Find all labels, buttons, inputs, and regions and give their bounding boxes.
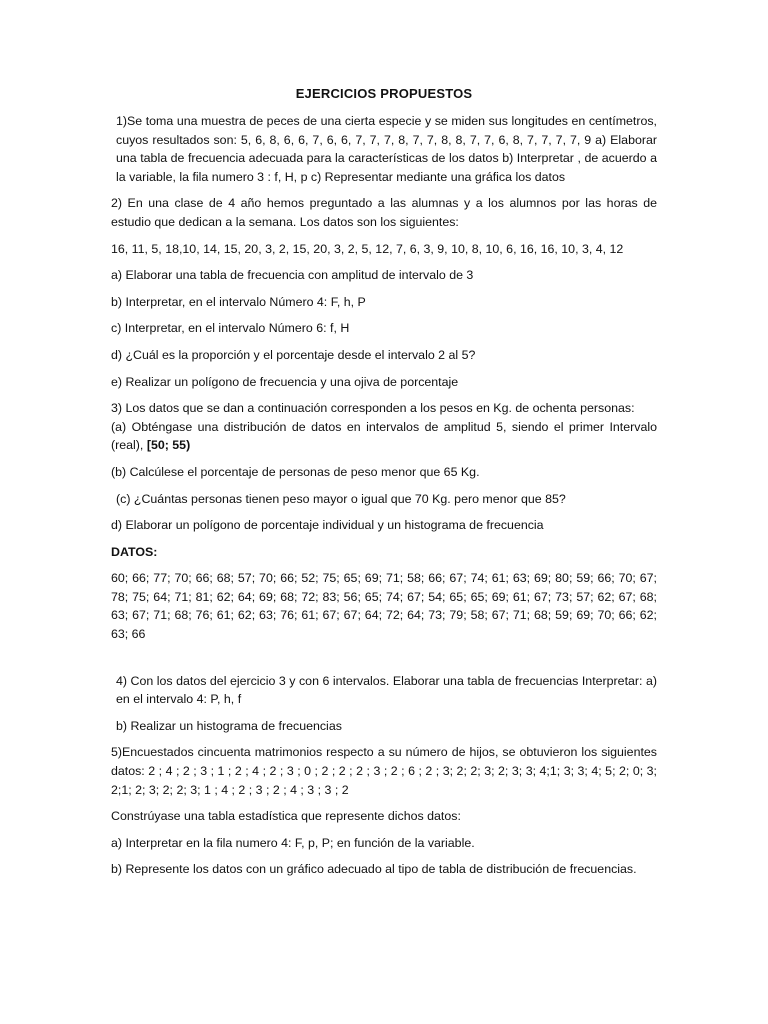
exercise-3-intro-line: 3) Los datos que se dan a continuación corresponden a los pesos en Kg. de ochenta personas: (111, 401, 635, 416)
exercise-2-intro: 2) En una clase de 4 año hemos preguntado a las alumnas y a los alumnos por las horas de estudio que dedican a la semana. Los datos son los siguientes: (111, 196, 657, 229)
exercise-3-intro (111, 399, 657, 455)
document-body (111, 112, 657, 887)
exercise-2-e: e) Realizar un polígono de frecuencia y una ojiva de porcentaje (111, 374, 459, 389)
page-title: EJERCICIOS PROPUESTOS (295, 86, 473, 101)
exercise-5-construct: Constrúyase una tabla estadística que represente dichos datos: (111, 809, 461, 824)
exercise-5: 5)Encuestados cincuenta matrimonios respecto a su número de hijos, se obtuvieron los siguientes datos: 2 ; 4 ; 2 ; 3 ; 1 ; 2 ; 4 ; 2 ; 3 ; 0 ; 2 ; 2 ; 2 ; 3 ; 2 ; 6 ; 2 ; 3; 2; 2; 3; 2; 3; 3; 4;1; 3; 3; 4; 5; 2; 0; 3; 2;1; 2; 3; 2; 2; 3; 1 ; 4 ; 2 ; 3 ; 2 ; 4 ; 3 ; 3 ; 2 (111, 745, 657, 797)
exercise-3-a: (a) Obténgase una distribución de datos en intervalos de amplitud 5, siendo el primer Intervalo (real), (111, 419, 657, 453)
exercise-3-b: (b) Calcúlese el porcentaje de personas de peso menor que 65 Kg. (111, 464, 480, 479)
exercise-2-b: b) Interpretar, en el intervalo Número 4: F, h, P (111, 294, 366, 309)
exercise-2-a: a) Elaborar una tabla de frecuencia con amplitud de intervalo de 3 (111, 268, 474, 283)
exercise-3-interval: [50; 55) (146, 438, 191, 453)
exercise-3-d: d) Elaborar un polígono de porcentaje individual y un histograma de frecuencia (111, 518, 544, 533)
exercise-2-c: c) Interpretar, en el intervalo Número 6: f, H (111, 321, 350, 336)
exercise-5-a: a) Interpretar en la fila numero 4: F, p, P; en función de la variable. (111, 835, 475, 850)
exercise-5-b: b) Represente los datos con un gráfico adecuado al tipo de tabla de distribución de frecuencias. (111, 862, 637, 877)
exercise-1: 1)Se toma una muestra de peces de una cierta especie y se miden sus longitudes en centímetros, cuyos resultados son: 5, 6, 8, 6, 6, 7, 6, 6, 7, 7, 7, 8, 7, 7, 8, 8, 7, 7, 6, 8, 7, 7, 7, 7, 9 a) Elaborar una tabla de frecuencia adecuada para la características de los datos b) Interpretar , de acuerdo a la variable, la fila numero 3 : f, H, p c) Representar mediante una gráfica los datos (116, 114, 657, 184)
exercise-3-c: (c) ¿Cuántas personas tienen peso mayor o igual que 70 Kg. pero menor que 85? (116, 491, 566, 506)
exercise-3-data: 60; 66; 77; 70; 66; 68; 57; 70; 66; 52; 75; 65; 69; 71; 58; 66; 67; 74; 61; 63; 69; 80; 59; 66; 70; 67; 78; 75; 64; 71; 81; 62; 64; 69; 68; 72; 83; 56; 65; 74; 67; 54; 65; 65; 69; 61; 67; 73; 57; 62; 67; 68; 63; 67; 71; 68; 76; 61; 62; 63; 76; 61; 67; 67; 64; 72; 64; 73; 79; 58; 67; 71; 68; 59; 69; 70; 66; 62; 63; 66 (111, 571, 657, 642)
exercise-2-d: d) ¿Cuál es la proporción y el porcentaje desde el intervalo 2 al 5? (111, 347, 476, 362)
datos-label: DATOS: (111, 544, 158, 559)
exercise-4-b: b) Realizar un histograma de frecuencias (116, 718, 342, 733)
exercise-2-data: 16, 11, 5, 18,10, 14, 15, 20, 3, 2, 15, 20, 3, 2, 5, 12, 7, 6, 3, 9, 10, 8, 10, 6, 16, 16, 10, 3, 4, 12 (111, 241, 624, 256)
exercise-4: 4) Con los datos del ejercicio 3 y con 6 intervalos. Elaborar una tabla de frecuencias Interpretar: a) en el intervalo 4: P, h, f (116, 673, 657, 707)
